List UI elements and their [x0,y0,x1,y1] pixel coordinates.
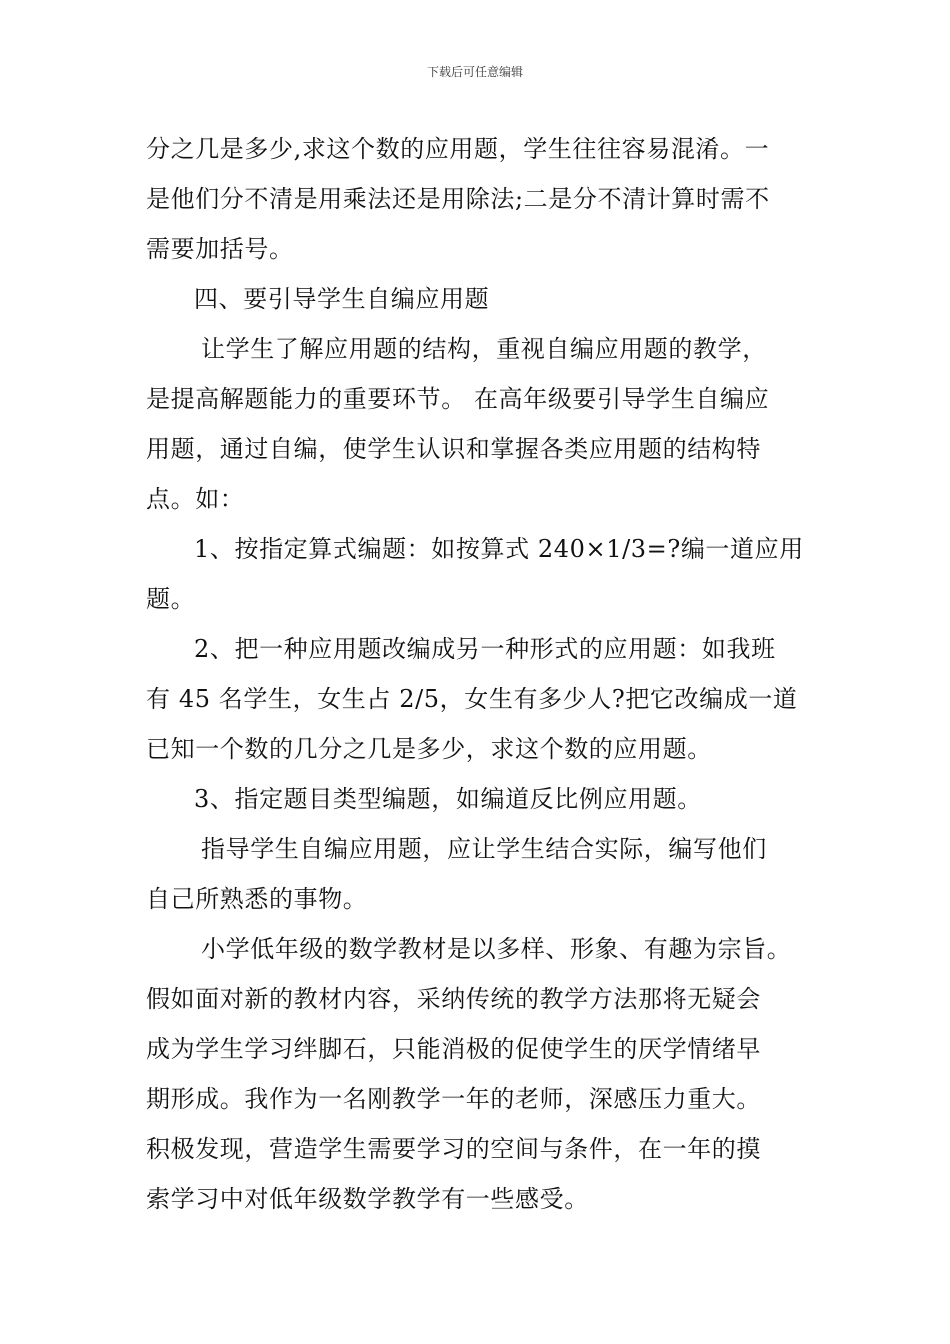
text-line: 2、把一种应用题改编成另一种形式的应用题：如我班 [194,635,776,663]
section-heading [146,274,814,324]
text-line: 索学习中对低年级数学教学有一些感受。 [146,1185,589,1213]
text-line: 有 45 名学生，女生占 2/5，女生有多少人?把它改编成一道 [146,685,798,713]
text-line: 1、按指定算式编题：如按算式 240×1/3=?编一道应用 [194,535,804,563]
text-line: 积极发现，营造学生需要学习的空间与条件，在一年的摸 [146,1135,761,1163]
text-line: 让学生了解应用题的结构，重视自编应用题的教学， [201,335,767,363]
text-line: 自己所熟悉的事物。 [146,885,368,913]
text-line: 点。如： [146,485,245,513]
document-body [146,124,814,1224]
paragraph-continued [146,124,814,274]
paragraph [146,824,814,924]
text-line: 期形成。我作为一名刚教学一年的老师，深感压力重大。 [146,1085,761,1113]
text-line: 小学低年级的数学教材是以多样、形象、有趣为宗旨。 [201,935,792,963]
text-line: 3、指定题目类型编题，如编道反比例应用题。 [194,785,702,813]
text-line: 已知一个数的几分之几是多少，求这个数的应用题。 [146,735,712,763]
text-line: 指导学生自编应用题，应让学生结合实际，编写他们 [201,835,767,863]
text-line: 需要加括号。 [146,235,294,263]
paragraph [146,324,814,524]
text-line: 用题，通过自编，使学生认识和掌握各类应用题的结构特 [146,435,761,463]
text-line: 分之几是多少,求这个数的应用题，学生往往容易混淆。一 [146,135,770,163]
list-item [146,774,814,824]
text-line: 是提高解题能力的重要环节。 在高年级要引导学生自编应 [146,385,770,413]
paragraph [146,924,814,1224]
text-line: 假如面对新的教材内容，采纳传统的教学方法那将无疑会 [146,985,761,1013]
text-line: 题。 [146,585,196,613]
text-line: 成为学生学习绊脚石，只能消极的促使学生的厌学情绪早 [146,1035,761,1063]
list-item [146,524,814,624]
section-heading-text: 四、要引导学生自编应用题 [194,285,490,313]
page-header: 下载后可任意编辑 [426,65,523,79]
list-item [146,624,814,774]
text-line: 是他们分不清是用乘法还是用除法;二是分不清计算时需不 [146,185,770,213]
